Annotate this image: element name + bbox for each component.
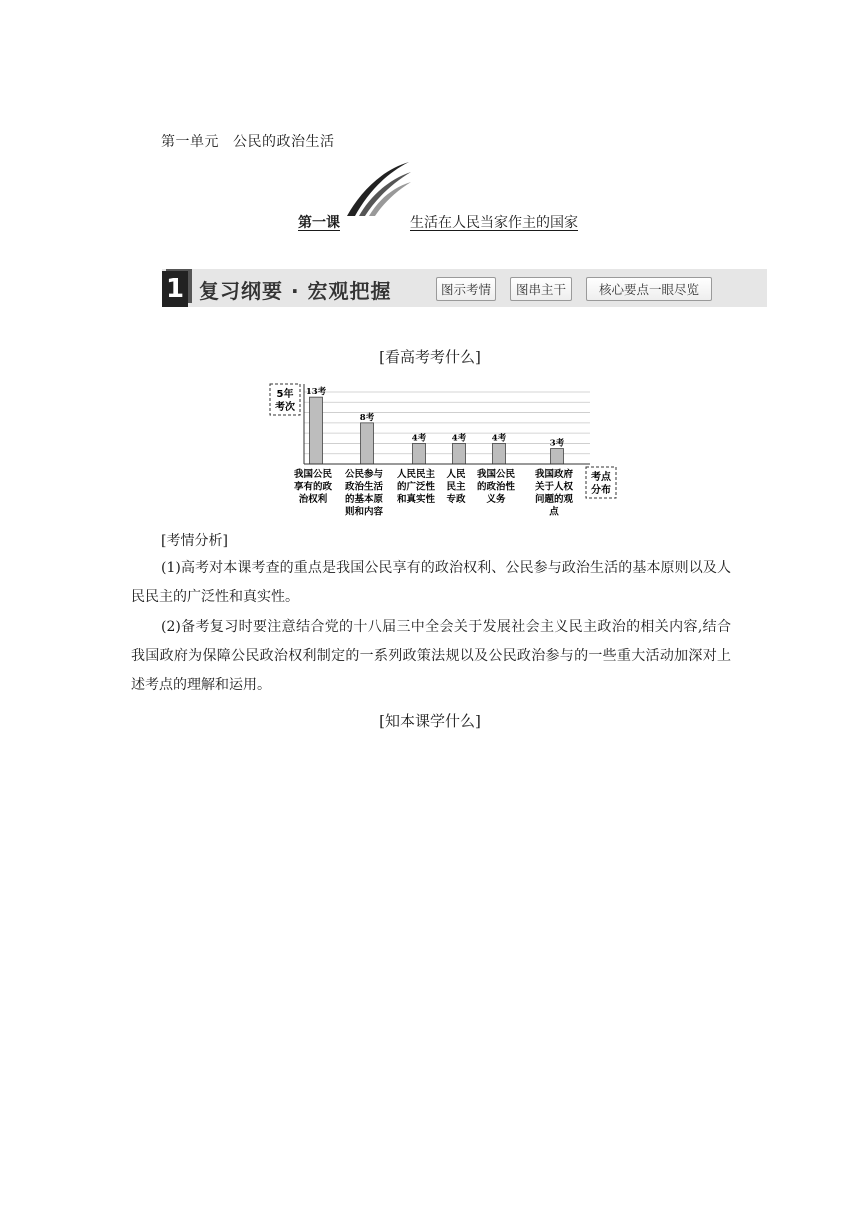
category-label: 则和内容 (344, 506, 384, 518)
analysis-paragraph-2-text: (2)备考复习时要注意结合党的十八届三中全会关于发展社会主义民主政治的相关内容,结合我国政府为保障公民政治权利制定的一系列政策法规以及公民政治参与的一些重大活动加深对上述考点的理解和运用。 (131, 619, 731, 693)
chart-bar (361, 423, 374, 464)
tab-key-points[interactable]: 核心要点一眼尽览 (586, 277, 712, 301)
y-axis-label-line1: 5年 (276, 389, 294, 400)
category-label: 治权利 (298, 494, 328, 505)
category-label: 专政 (446, 494, 466, 505)
category-label: 人民民主 (396, 469, 436, 480)
chart-grid (304, 392, 590, 454)
lesson-label: 第一课 (298, 215, 340, 231)
banner-title: 复习纲要 · 宏观把握 (199, 279, 392, 303)
category-label: 问题的观 (534, 494, 574, 505)
exam-frequency-chart (268, 380, 628, 525)
x-axis-label-line1: 考点 (591, 472, 611, 483)
chart-bar (551, 449, 564, 464)
banner-number: 1 (162, 271, 188, 307)
bar-value-label: 4考 (451, 433, 467, 444)
category-label: 的政治性 (476, 481, 516, 493)
unit-header (161, 131, 335, 151)
category-label: 的基本原 (344, 494, 384, 505)
analysis-paragraph-1 (131, 554, 731, 612)
tab-exam-overview[interactable]: 图示考情 (436, 277, 496, 301)
review-banner (162, 269, 767, 307)
tab-main-thread[interactable]: 图串主干 (510, 277, 572, 301)
analysis-paragraph-2 (131, 613, 731, 700)
y-axis-label-line2: 考次 (275, 402, 295, 413)
category-label: 关于人权 (534, 481, 574, 493)
category-label: 享有的政 (293, 481, 333, 493)
analysis-label: [考情分析] (161, 533, 228, 549)
unit-title: 公民的政治生活 (233, 134, 335, 150)
chart-bar (453, 443, 466, 464)
bar-value-label: 3考 (549, 438, 565, 449)
category-label: 我国公民 (293, 469, 333, 480)
bar-value-label: 4考 (491, 433, 507, 444)
bar-value-label: 8考 (359, 412, 375, 423)
analysis-paragraph-1-text: (1)高考对本课考查的重点是我国公民享有的政治权利、公民参与政治生活的基本原则以及人民民主的广泛性和真实性。 (131, 560, 731, 605)
category-label: 和真实性 (396, 494, 436, 505)
x-axis-label-line2: 分布 (591, 485, 611, 496)
chart-bar (413, 443, 426, 464)
chart-labels (294, 386, 574, 517)
chart-bar (493, 443, 506, 464)
category-label: 我国政府 (534, 469, 574, 480)
category-label: 民主 (446, 481, 466, 493)
category-label: 点 (549, 506, 559, 518)
category-label: 公民参与 (344, 469, 384, 480)
category-label: 人民 (446, 469, 466, 480)
swoosh-decoration-icon (345, 160, 415, 218)
lesson-title: 生活在人民当家作主的国家 (410, 215, 578, 231)
chart-bar (310, 397, 323, 464)
category-label: 义务 (486, 494, 506, 505)
category-label: 的广泛性 (396, 481, 436, 493)
category-label: 我国公民 (476, 469, 516, 480)
section-heading-exam: [看高考考什么] (379, 348, 481, 366)
category-label: 政治生活 (344, 481, 384, 493)
bar-value-label: 13考 (305, 387, 327, 398)
section-heading-lesson: [知本课学什么] (379, 712, 481, 730)
unit-number: 第一单元 (161, 134, 219, 150)
bar-value-label: 4考 (411, 433, 427, 444)
